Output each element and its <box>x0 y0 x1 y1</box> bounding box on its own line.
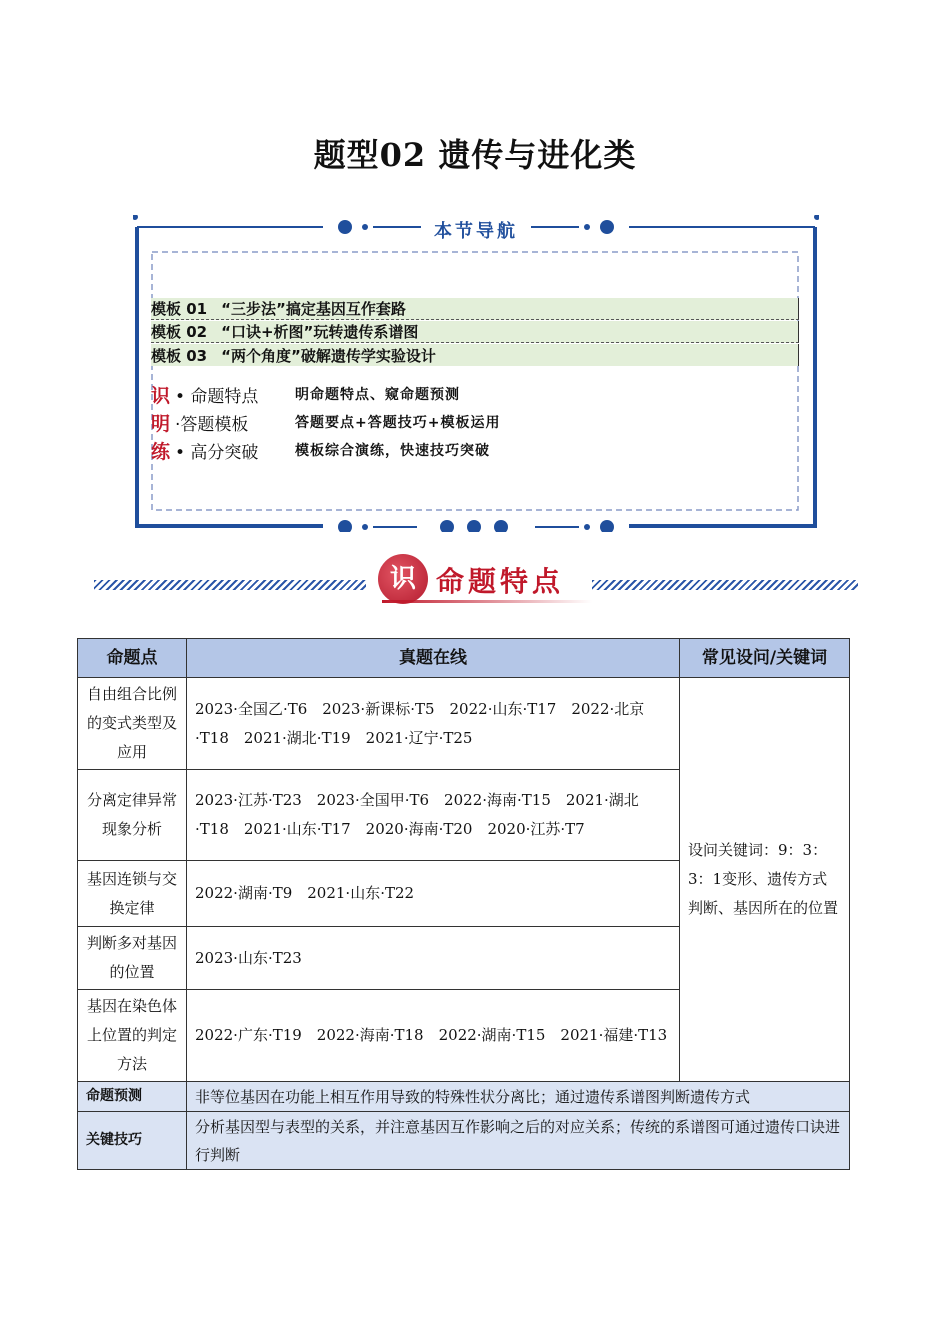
page-title: 题型02 遗传与进化类 <box>313 136 637 174</box>
exam-papers: 2022·广东·T19 2022·海南·T18 2022·湖南·T15 2021·福建·T13 <box>187 990 680 1082</box>
guide-item-shi <box>151 380 651 408</box>
template-name: “口诀+析图”玩转遗传系谱图 <box>221 323 419 341</box>
template-code: 模板 02 <box>151 323 208 341</box>
exam-papers: 2022·湖南·T9 2021·山东·T22 <box>187 861 680 927</box>
skill-label: 关键技巧 <box>78 1112 187 1170</box>
guide-glyph: 明 <box>151 412 171 435</box>
guide-description: 答题要点+答题技巧+模板运用 <box>295 415 501 431</box>
template-list <box>151 298 799 367</box>
template-item-02[interactable] <box>151 321 799 343</box>
prediction-label: 命题预测 <box>78 1082 187 1112</box>
banner-title: 命题特点 <box>436 565 565 598</box>
exam-point: 基因在染色体上位置的判定方法 <box>78 990 187 1082</box>
guide-item-lian <box>151 436 651 464</box>
table-header-row <box>78 639 850 678</box>
template-item-03[interactable] <box>151 344 799 366</box>
section-banner <box>94 552 858 608</box>
prediction-row <box>78 1082 850 1112</box>
navigation-frame-decoration <box>133 215 819 532</box>
common-keywords: 设问关键词：9：3：3：1变形、遗传方式判断、基因所在的位置 <box>680 678 850 1082</box>
skill-text: 分析基因型与表型的关系，并注意基因互作影响之后的对应关系；传统的系谱图可通过遗传口诀进行判断 <box>187 1112 850 1170</box>
guide-glyph: 识 <box>151 384 171 407</box>
template-code: 模板 01 <box>151 300 208 318</box>
table-row <box>78 678 850 770</box>
banner-stripe-right <box>592 580 858 590</box>
guide-item-ming <box>151 408 651 436</box>
exam-point: 判断多对基因的位置 <box>78 927 187 990</box>
banner-underline <box>382 600 592 603</box>
study-guide-list <box>151 380 651 464</box>
exam-point-table <box>77 638 850 1170</box>
guide-label: • 命题特点 <box>175 386 259 407</box>
navigation-title: 本节导航 <box>434 221 518 242</box>
exam-point: 分离定律异常现象分析 <box>78 770 187 861</box>
guide-description: 明命题特点、窥命题预测 <box>295 387 460 403</box>
template-name: “三步法”搞定基因互作套路 <box>221 300 406 318</box>
header-point: 命题点 <box>78 639 187 678</box>
header-papers: 真题在线 <box>187 639 680 678</box>
exam-papers: 2023·山东·T23 <box>187 927 680 990</box>
banner-stripe-left <box>94 580 366 590</box>
guide-label: • 高分突破 <box>175 442 259 463</box>
exam-point: 基因连锁与交换定律 <box>78 861 187 927</box>
header-keywords: 常见设问/关键词 <box>680 639 850 678</box>
exam-papers: 2023·全国乙·T6 2023·新课标·T5 2022·山东·T17 2022·北京·T18 2021·湖北·T19 2021·辽宁·T25 <box>187 678 680 770</box>
guide-description: 模板综合演练，快速技巧突破 <box>295 443 490 459</box>
skill-row <box>78 1112 850 1170</box>
exam-papers: 2023·江苏·T23 2023·全国甲·T6 2022·海南·T15 2021·湖北·T18 2021·山东·T17 2020·海南·T20 2020·江苏·T7 <box>187 770 680 861</box>
template-item-01[interactable] <box>151 298 799 320</box>
banner-badge: 识 <box>378 554 428 604</box>
template-name: “两个角度”破解遗传学实验设计 <box>221 346 436 365</box>
guide-glyph: 练 <box>151 440 171 463</box>
guide-label: ·答题模板 <box>175 414 249 435</box>
exam-point: 自由组合比例的变式类型及应用 <box>78 678 187 770</box>
prediction-text: 非等位基因在功能上相互作用导致的特殊性状分离比；通过遗传系谱图判断遗传方式 <box>187 1082 850 1112</box>
section-navigation-box <box>133 215 819 532</box>
template-code: 模板 03 <box>151 346 208 365</box>
